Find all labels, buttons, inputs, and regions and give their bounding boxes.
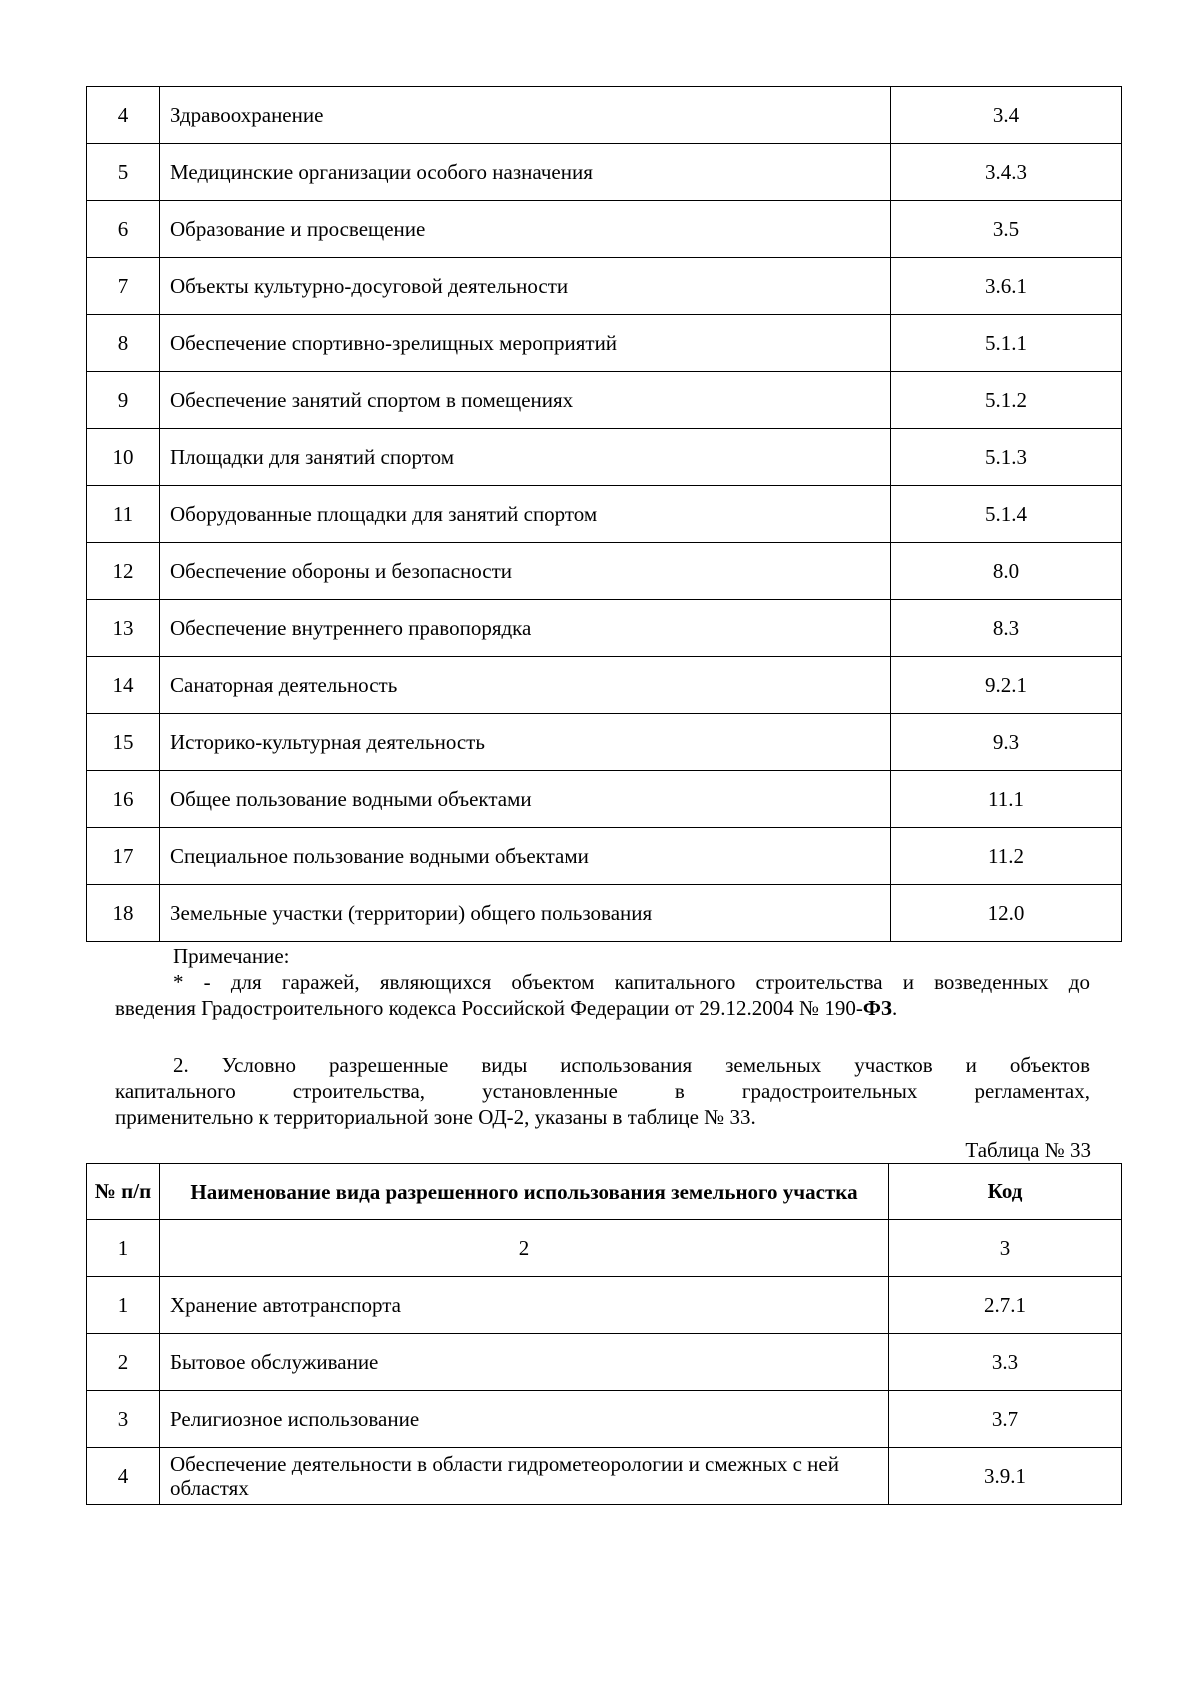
row-name: Обеспечение внутреннего правопорядка [160, 600, 891, 657]
permitted-uses-table-body [87, 87, 1122, 942]
row-name: Религиозное использование [160, 1391, 889, 1448]
row-num: 5 [87, 144, 160, 201]
row-code: 3.9.1 [889, 1448, 1122, 1505]
paragraph-line-2: капитального строительства, установленные в градостроительных регламентах, [115, 1079, 1090, 1103]
row-name: Общее пользование водными объектами [160, 771, 891, 828]
table-row [87, 885, 1122, 942]
note-line-2-bold: ФЗ [862, 996, 892, 1020]
row-name: Образование и просвещение [160, 201, 891, 258]
row-num: 17 [87, 828, 160, 885]
row-num: 12 [87, 543, 160, 600]
row-name: Объекты культурно-досуговой деятельности [160, 258, 891, 315]
row-name: Обеспечение спортивно-зрелищных мероприятий [160, 315, 891, 372]
row-name: Историко-культурная деятельность [160, 714, 891, 771]
row-num: 11 [87, 486, 160, 543]
row-num: 13 [87, 600, 160, 657]
row-num: 9 [87, 372, 160, 429]
table-row [87, 657, 1122, 714]
index-name: 2 [160, 1220, 889, 1277]
table-row [87, 486, 1122, 543]
permitted-uses-table [86, 86, 1122, 942]
row-code: 5.1.3 [891, 429, 1122, 486]
row-code: 11.2 [891, 828, 1122, 885]
table-row [87, 258, 1122, 315]
row-name: Бытовое обслуживание [160, 1334, 889, 1391]
row-code: 12.0 [891, 885, 1122, 942]
row-code: 9.3 [891, 714, 1122, 771]
row-name: Обеспечение деятельности в области гидрометеорологии и смежных с ней областях [160, 1448, 889, 1505]
row-num: 3 [87, 1391, 160, 1448]
row-name: Хранение автотранспорта [160, 1277, 889, 1334]
table-row [87, 1334, 1122, 1391]
table-row [87, 144, 1122, 201]
note-line-2-start: введения Градостроительного кодекса Российской Федерации от 29.12.2004 № 190- [115, 996, 863, 1020]
row-code: 8.3 [891, 600, 1122, 657]
row-name: Здравоохранение [160, 87, 891, 144]
row-code: 5.1.4 [891, 486, 1122, 543]
conditional-uses-table [86, 1163, 1122, 1505]
row-num: 4 [87, 87, 160, 144]
row-name: Обеспечение занятий спортом в помещениях [160, 372, 891, 429]
table-row [87, 600, 1122, 657]
table-row [87, 372, 1122, 429]
row-code: 3.4.3 [891, 144, 1122, 201]
row-code: 3.4 [891, 87, 1122, 144]
row-num: 10 [87, 429, 160, 486]
row-num: 1 [87, 1277, 160, 1334]
header-num: № п/п [87, 1164, 160, 1220]
table-row [87, 1391, 1122, 1448]
row-num: 14 [87, 657, 160, 714]
table-row [87, 315, 1122, 372]
table-row [87, 201, 1122, 258]
row-code: 9.2.1 [891, 657, 1122, 714]
row-code: 3.6.1 [891, 258, 1122, 315]
row-code: 5.1.2 [891, 372, 1122, 429]
row-code: 5.1.1 [891, 315, 1122, 372]
header-name: Наименование вида разрешенного использования земельного участка [160, 1164, 889, 1220]
row-num: 8 [87, 315, 160, 372]
index-code: 3 [889, 1220, 1122, 1277]
row-name: Оборудованные площадки для занятий спортом [160, 486, 891, 543]
table-index-row [87, 1220, 1122, 1277]
row-code: 3.7 [889, 1391, 1122, 1448]
row-num: 16 [87, 771, 160, 828]
row-num: 15 [87, 714, 160, 771]
table-row [87, 1277, 1122, 1334]
table-header-row [87, 1164, 1122, 1220]
row-name: Земельные участки (территории) общего пользования [160, 885, 891, 942]
index-num: 1 [87, 1220, 160, 1277]
row-num: 18 [87, 885, 160, 942]
row-num: 6 [87, 201, 160, 258]
table-row [87, 714, 1122, 771]
row-name: Медицинские организации особого назначения [160, 144, 891, 201]
row-num: 2 [87, 1334, 160, 1391]
row-num: 7 [87, 258, 160, 315]
row-code: 3.3 [889, 1334, 1122, 1391]
row-name: Обеспечение обороны и безопасности [160, 543, 891, 600]
row-name: Специальное пользование водными объектами [160, 828, 891, 885]
row-name: Площадки для занятий спортом [160, 429, 891, 486]
table-row [87, 87, 1122, 144]
conditional-uses-table-body [87, 1164, 1122, 1505]
header-code: Код [889, 1164, 1122, 1220]
paragraph-line-1: 2. Условно разрешенные виды использования земельных участков и объектов [173, 1053, 1090, 1077]
row-code: 8.0 [891, 543, 1122, 600]
row-name: Санаторная деятельность [160, 657, 891, 714]
row-code: 2.7.1 [889, 1277, 1122, 1334]
table-row [87, 543, 1122, 600]
row-code: 3.5 [891, 201, 1122, 258]
table-row [87, 771, 1122, 828]
note-line-2-end: . [891, 996, 898, 1020]
table-row [87, 828, 1122, 885]
row-num: 4 [87, 1448, 160, 1505]
table-row [87, 1448, 1122, 1505]
paragraph-line-3: применительно к территориальной зоне ОД-2, указаны в таблице № 33. [115, 1105, 756, 1129]
row-code: 11.1 [891, 771, 1122, 828]
note-title: Примечание: [173, 944, 290, 968]
note-body [115, 969, 1090, 1021]
table-caption: Таблица № 33 [965, 1138, 1091, 1162]
note-line-1: * - для гаражей, являющихся объектом капитального строительства и возведенных до [173, 970, 1090, 994]
conditional-uses-paragraph [115, 1052, 1090, 1130]
table-row [87, 429, 1122, 486]
